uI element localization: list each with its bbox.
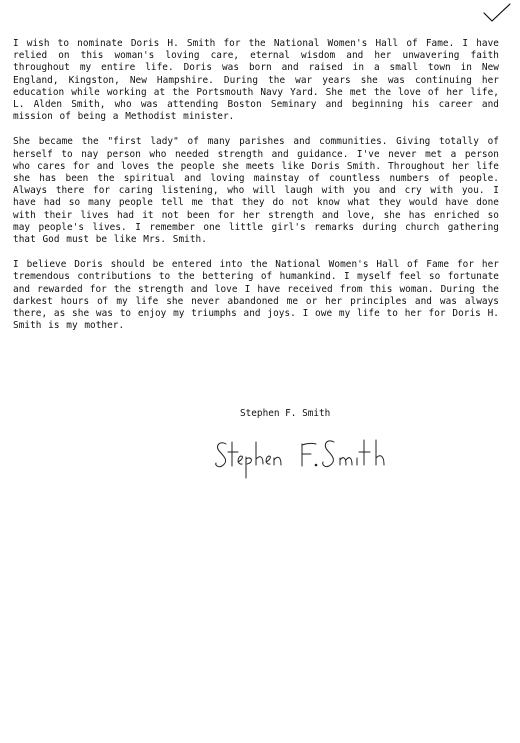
paragraph-hall-of-fame: I believe Doris should be entered into the National Women's Hall of Fame for her tremendous contributions to the bettering of humankind. I myself feel so fortunate and rewarded for the strength and love I have received from this woman. During the darkest hours of my life she never abandoned me or her principles and was always there, as she was to enjoy my triumphs and joys. I owe my life to her for Doris H. Smith is my mother. (13, 259, 499, 332)
checkmark-icon (482, 2, 512, 24)
paragraph-first-lady: She became the "first lady" of many parishes and communities. Giving totally of herself to nay person who needed strength and guidance. I've never met a person who cares for and loves the people she meets like Doris Smith. Throughout her life she has been the spiritual and loving mainstay of countless numbers of people. Always there for caring listening, who will laugh with you and cry with you. I have had so many people tell me that they do not know what they would have done with their lives had it not been for her strength and love, she has enriched so may people's lives. I remember one little girl's remarks during church gathering that God must be like Mrs. Smith. (13, 136, 499, 246)
signature-image (212, 432, 412, 484)
closing-name: Stephen F. Smith (240, 408, 331, 419)
paragraph-nomination: I wish to nominate Doris H. Smith for the National Women's Hall of Fame. I have relied on this woman's loving care, eternal wisdom and her unwavering faith throughout my entire life. Doris was born and raised in a small town in New England, Kingston, New Hampshire. During the war years she was continuing her education while working at the Portsmouth Navy Yard. She met the love of her life, L. Alden Smith, who was attending Boston Seminary and beginning his career and mission of being a Methodist minister. (13, 38, 499, 123)
letter-body (13, 38, 499, 345)
